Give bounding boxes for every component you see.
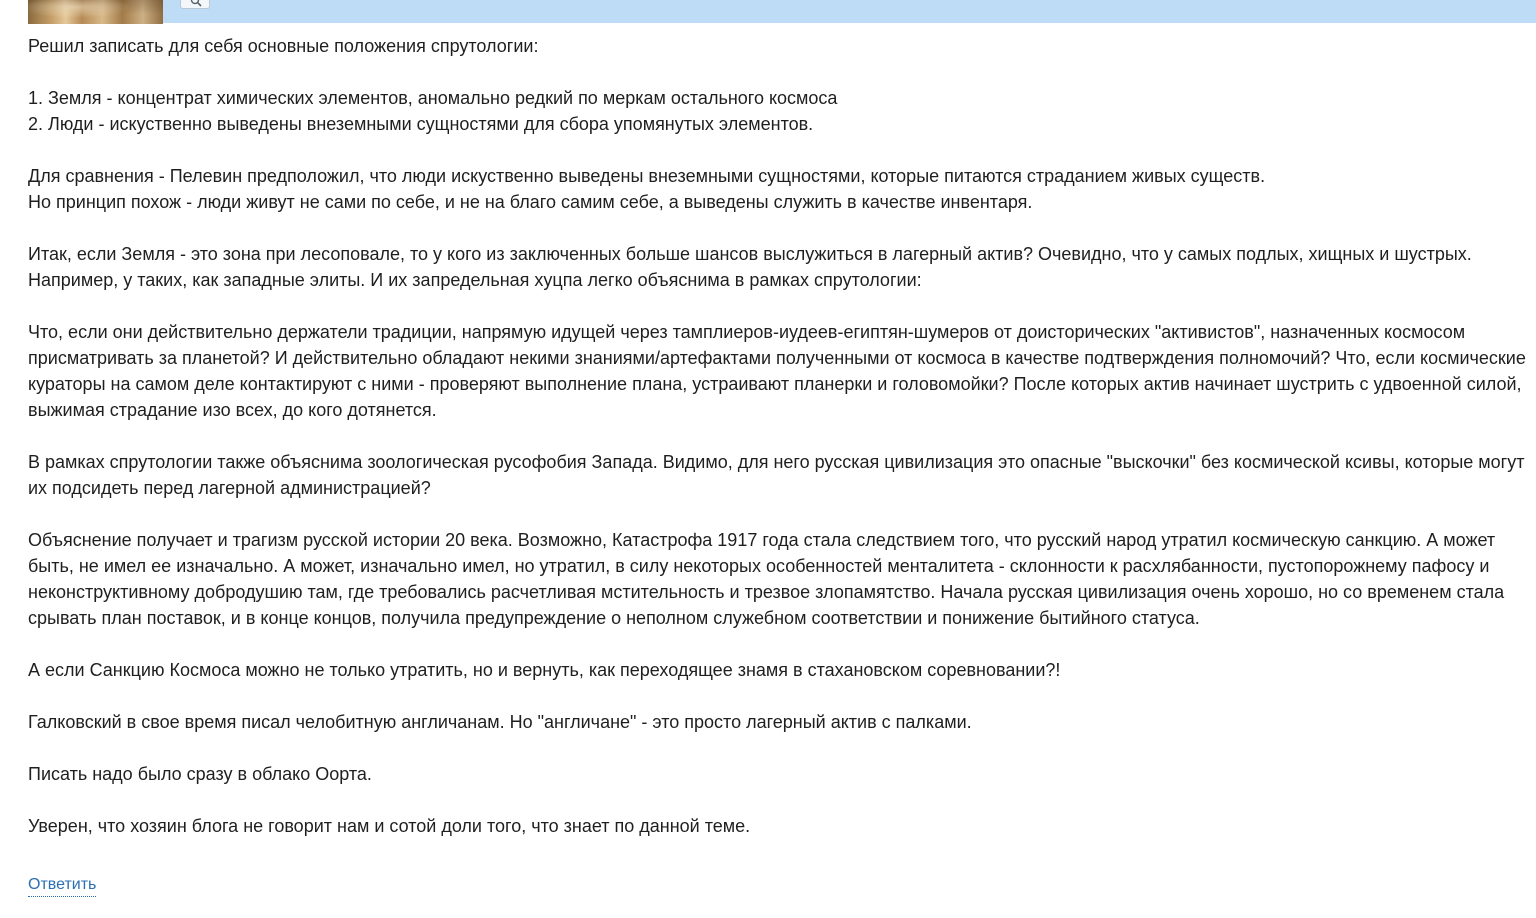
text-line: 1. Земля - концентрат химических элементов, аномально редкий по меркам остального космоса — [28, 88, 838, 108]
comment-paragraph — [28, 241, 1528, 293]
header-search-button[interactable] — [180, 0, 210, 9]
text-line: Итак, если Земля - это зона при лесоповале, то у кого из заключенных больше шансов выслужиться в лагерный актив? Очевидно, что у самых подлых, хищных и шустрых. Например, у таких, как западные элиты. И их запредельная хуцпа легко объяснима в рамках спрутологии: — [28, 244, 1472, 290]
text-line: Уверен, что хозяин блога не говорит нам и сотой доли того, что знает по данной теме. — [28, 816, 751, 836]
text-line: Писать надо было сразу в облако Оорта. — [28, 764, 372, 784]
reply-link[interactable]: Ответить — [28, 874, 96, 897]
text-line: 2. Люди - искуственно выведены внеземными сущностями для сбора упомянутых элементов. — [28, 114, 814, 134]
comment-paragraph — [28, 813, 1528, 839]
comment-header-bar — [163, 0, 1536, 23]
comment-paragraph — [28, 449, 1528, 501]
comment-paragraph — [28, 319, 1528, 423]
text-line: А если Санкцию Космоса можно не только утратить, но и вернуть, как переходящее знамя в стахановском соревновании?! — [28, 660, 1061, 680]
text-line: В рамках спрутологии также объяснима зоологическая русофобия Запада. Видимо, для него русская цивилизация это опасные "выскочки" без космической ксивы, которые могут их подсидеть перед лагерной администрацией? — [28, 452, 1525, 498]
comment-paragraph — [28, 85, 1528, 137]
comment-paragraph — [28, 33, 1528, 59]
avatar-image — [28, 0, 163, 24]
comment-paragraph — [28, 657, 1528, 683]
comment-paragraph — [28, 761, 1528, 787]
comment-text — [28, 33, 1528, 839]
text-line: Галковский в свое время писал челобитную англичанам. Но "англичане" - это просто лагерный актив с палками. — [28, 712, 972, 732]
text-line: Но принцип похож - люди живут не сами по себе, и не на благо самим себе, а выведены служить в качестве инвентаря. — [28, 192, 1033, 212]
comment-paragraph — [28, 163, 1528, 215]
comment-paragraph — [28, 527, 1528, 631]
comment-paragraph — [28, 709, 1528, 735]
text-line: Для сравнения - Пелевин предположил, что люди искуственно выведены внеземными сущностями, которые питаются страданием живых существ. — [28, 166, 1266, 186]
search-icon — [190, 0, 202, 7]
comment-header — [0, 0, 1536, 24]
text-line: Объяснение получает и трагизм русской истории 20 века. Возможно, Катастрофа 1917 года стала следствием того, что русский народ утратил космическую санкцию. А может быть, не имел ее изначально. А может, изначально имел, но утратил, в силу некоторых особенностей менталитета - склонности к расхлябанности, пустопорожнему пафосу и неконструктивному добродушию там, где требовались расчетливая мстительность и трезвое злопамятство. Начала русская цивилизация очень хорошо, но со временем стала срывать план поставок, и в конце концов, получила предупреждение о неполном служебном соответствии и понижение бытийного статуса. — [28, 530, 1505, 628]
text-line: Решил записать для себя основные положения спрутологии: — [28, 36, 539, 56]
text-line: Что, если они действительно держатели традиции, напрямую идущей через тамплиеров-иудеев-египтян-шумеров от доисторических "активистов", назначенных космосом присматривать за планетой? И действительно обладают некими знаниями/артефактами полученными от космоса в качестве подтверждения полномочий? Что, если космические кураторы на самом деле контактируют с ними - проверяют выполнение плана, устраивают планерки и головомойки? После которых актив начинает шустрить с удвоенной силой, выжимая страдание изо всех, до кого дотянется. — [28, 322, 1526, 420]
user-avatar[interactable] — [28, 0, 163, 24]
